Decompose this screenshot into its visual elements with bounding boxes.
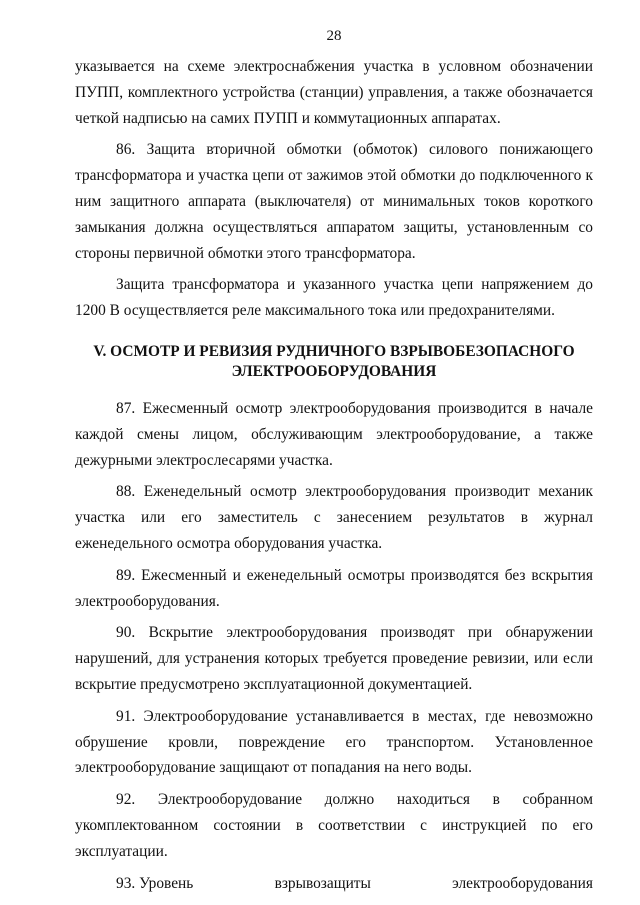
paragraph-93-word-1: 93. Уровень <box>116 874 194 892</box>
paragraph-89: 89. Ежесменный и еженедельный осмотры производятся без вскрытия электрооборудования. <box>75 566 593 610</box>
section-heading-line-1: V. ОСМОТР И РЕВИЗИЯ РУДНИЧНОГО ВЗРЫВОБЕЗОПАСНОГО <box>93 342 575 360</box>
paragraph-86: 86. Защита вторичной обмотки (обмоток) силового понижающего трансформатора и участка цепи от зажимов этой обмотки до подключенного к ним защитного аппарата (выключателя) от минимальных токов короткого замыкания должна осуществляться аппаратом защиты, установленным со стороны первичной обмотки этого трансформатора. <box>75 141 593 262</box>
paragraph-continuation: указывается на схеме электроснабжения участка в условном обозначении ПУПП, комплектного устройства (станции) управления, а также обозначается четкой надписью на самих ПУПП и коммутационных аппаратах. <box>75 58 593 127</box>
paragraph-93-word-2: взрывозащиты <box>274 874 371 892</box>
page-number: 28 <box>326 28 342 44</box>
paragraph-87: 87. Ежесменный осмотр электрооборудования производится в начале каждой смены лицом, обслуживающим электрооборудование, а также дежурными электрослесарями участка. <box>75 399 593 469</box>
section-heading-line-2: ЭЛЕКТРООБОРУДОВАНИЯ <box>231 362 437 380</box>
paragraph-91: 91. Электрооборудование устанавливается в местах, где невозможно обрушение кровли, повреждение его транспортом. Установленное электрооборудование защищают от попадания на него воды. <box>75 707 593 777</box>
section-heading <box>75 342 593 382</box>
paragraph-93-word-3: электрооборудования <box>452 874 593 892</box>
paragraph-92: 92. Электрооборудование должно находиться в собранном укомплектованном состоянии в соответствии с инструкцией по его эксплуатации. <box>75 791 593 860</box>
paragraph-86-continued: Защита трансформатора и указанного участка цепи напряжением до 1200 В осуществляется реле максимального тока или предохранителями. <box>75 276 593 320</box>
paragraph-93-start <box>75 871 593 897</box>
paragraph-88: 88. Еженедельный осмотр электрооборудования производит механик участка или его заместитель с занесением результатов в журнал еженедельного осмотра оборудования участка. <box>75 483 593 552</box>
paragraph-90: 90. Вскрытие электрооборудования производят при обнаружении нарушений, для устранения которых требуется проведение ревизии, или если вскрытие предусмотрено эксплуатационной документацией. <box>75 624 593 693</box>
